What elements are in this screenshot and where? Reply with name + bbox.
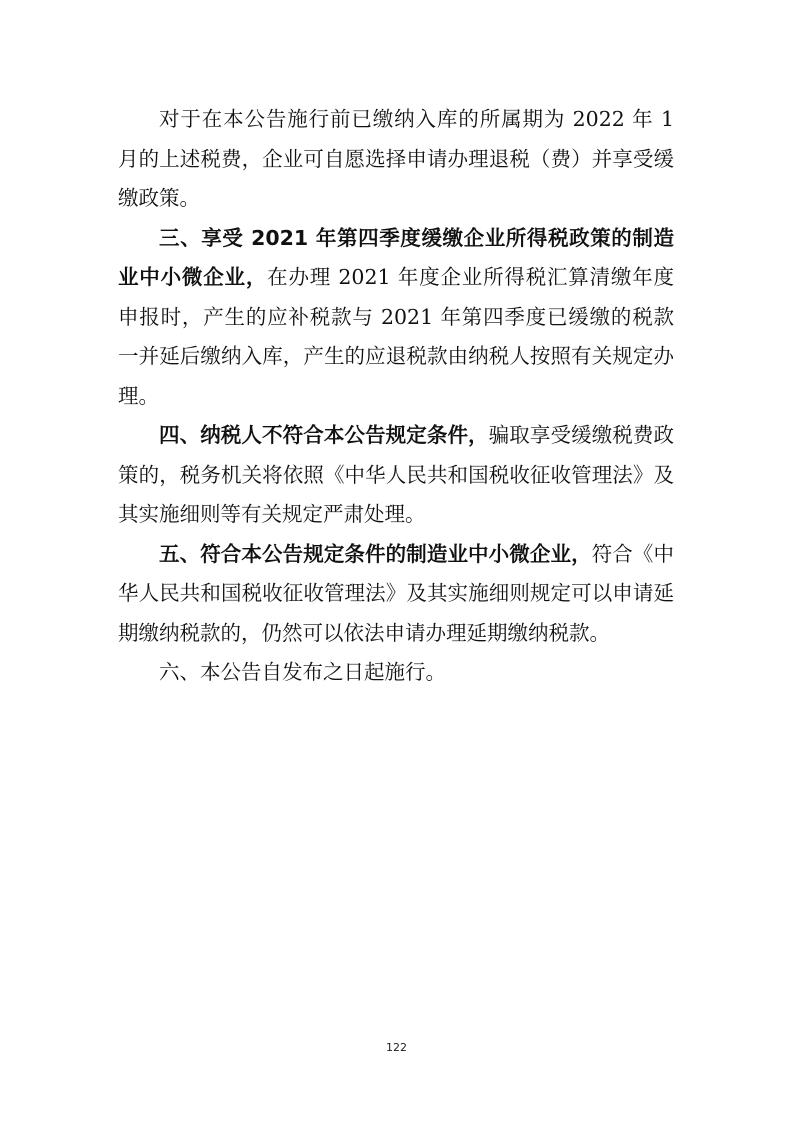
paragraph-section-three (118, 219, 674, 417)
document-body (118, 100, 674, 693)
section-six-text: 六、本公告自发布之日起施行。 (159, 660, 446, 684)
paragraph-section-six (118, 653, 674, 693)
section-five-text: 符合《中华人民共和国税收征收管理法》及其实施细则规定可以申请延期缴纳税款的，仍然可以依法申请办理延期缴纳税款。 (118, 541, 674, 645)
section-three-text: 在办理 2021 年度企业所得税汇算清缴年度申报时，产生的应补税款与 2021 年第四季度已缓缴的税款一并延后缴纳入库，产生的应退税款由纳税人按照有关规定办理。 (118, 265, 675, 408)
section-three-heading: 三、享受 2021 年第四季度缓缴企业所得税政策的制造业中小微企业， (118, 225, 674, 289)
page-number: 122 (386, 1041, 407, 1054)
paragraph-refund-option (118, 100, 674, 219)
section-four-heading: 四、纳税人不符合本公告规定条件， (159, 423, 489, 447)
paragraph-text: 对于在本公告施行前已缴纳入库的所属期为 2022 年 1 月的上述税费，企业可自愿选择申请办理退税（费）并享受缓缴政策。 (118, 107, 674, 210)
paragraph-section-four (118, 416, 674, 535)
section-four-text: 骗取享受缓缴税费政策的，税务机关将依照《中华人民共和国税收征收管理法》及其实施细则等有关规定严肃处理。 (118, 423, 675, 526)
section-five-heading: 五、符合本公告规定条件的制造业中小微企业， (159, 541, 592, 566)
paragraph-section-five (118, 535, 674, 654)
